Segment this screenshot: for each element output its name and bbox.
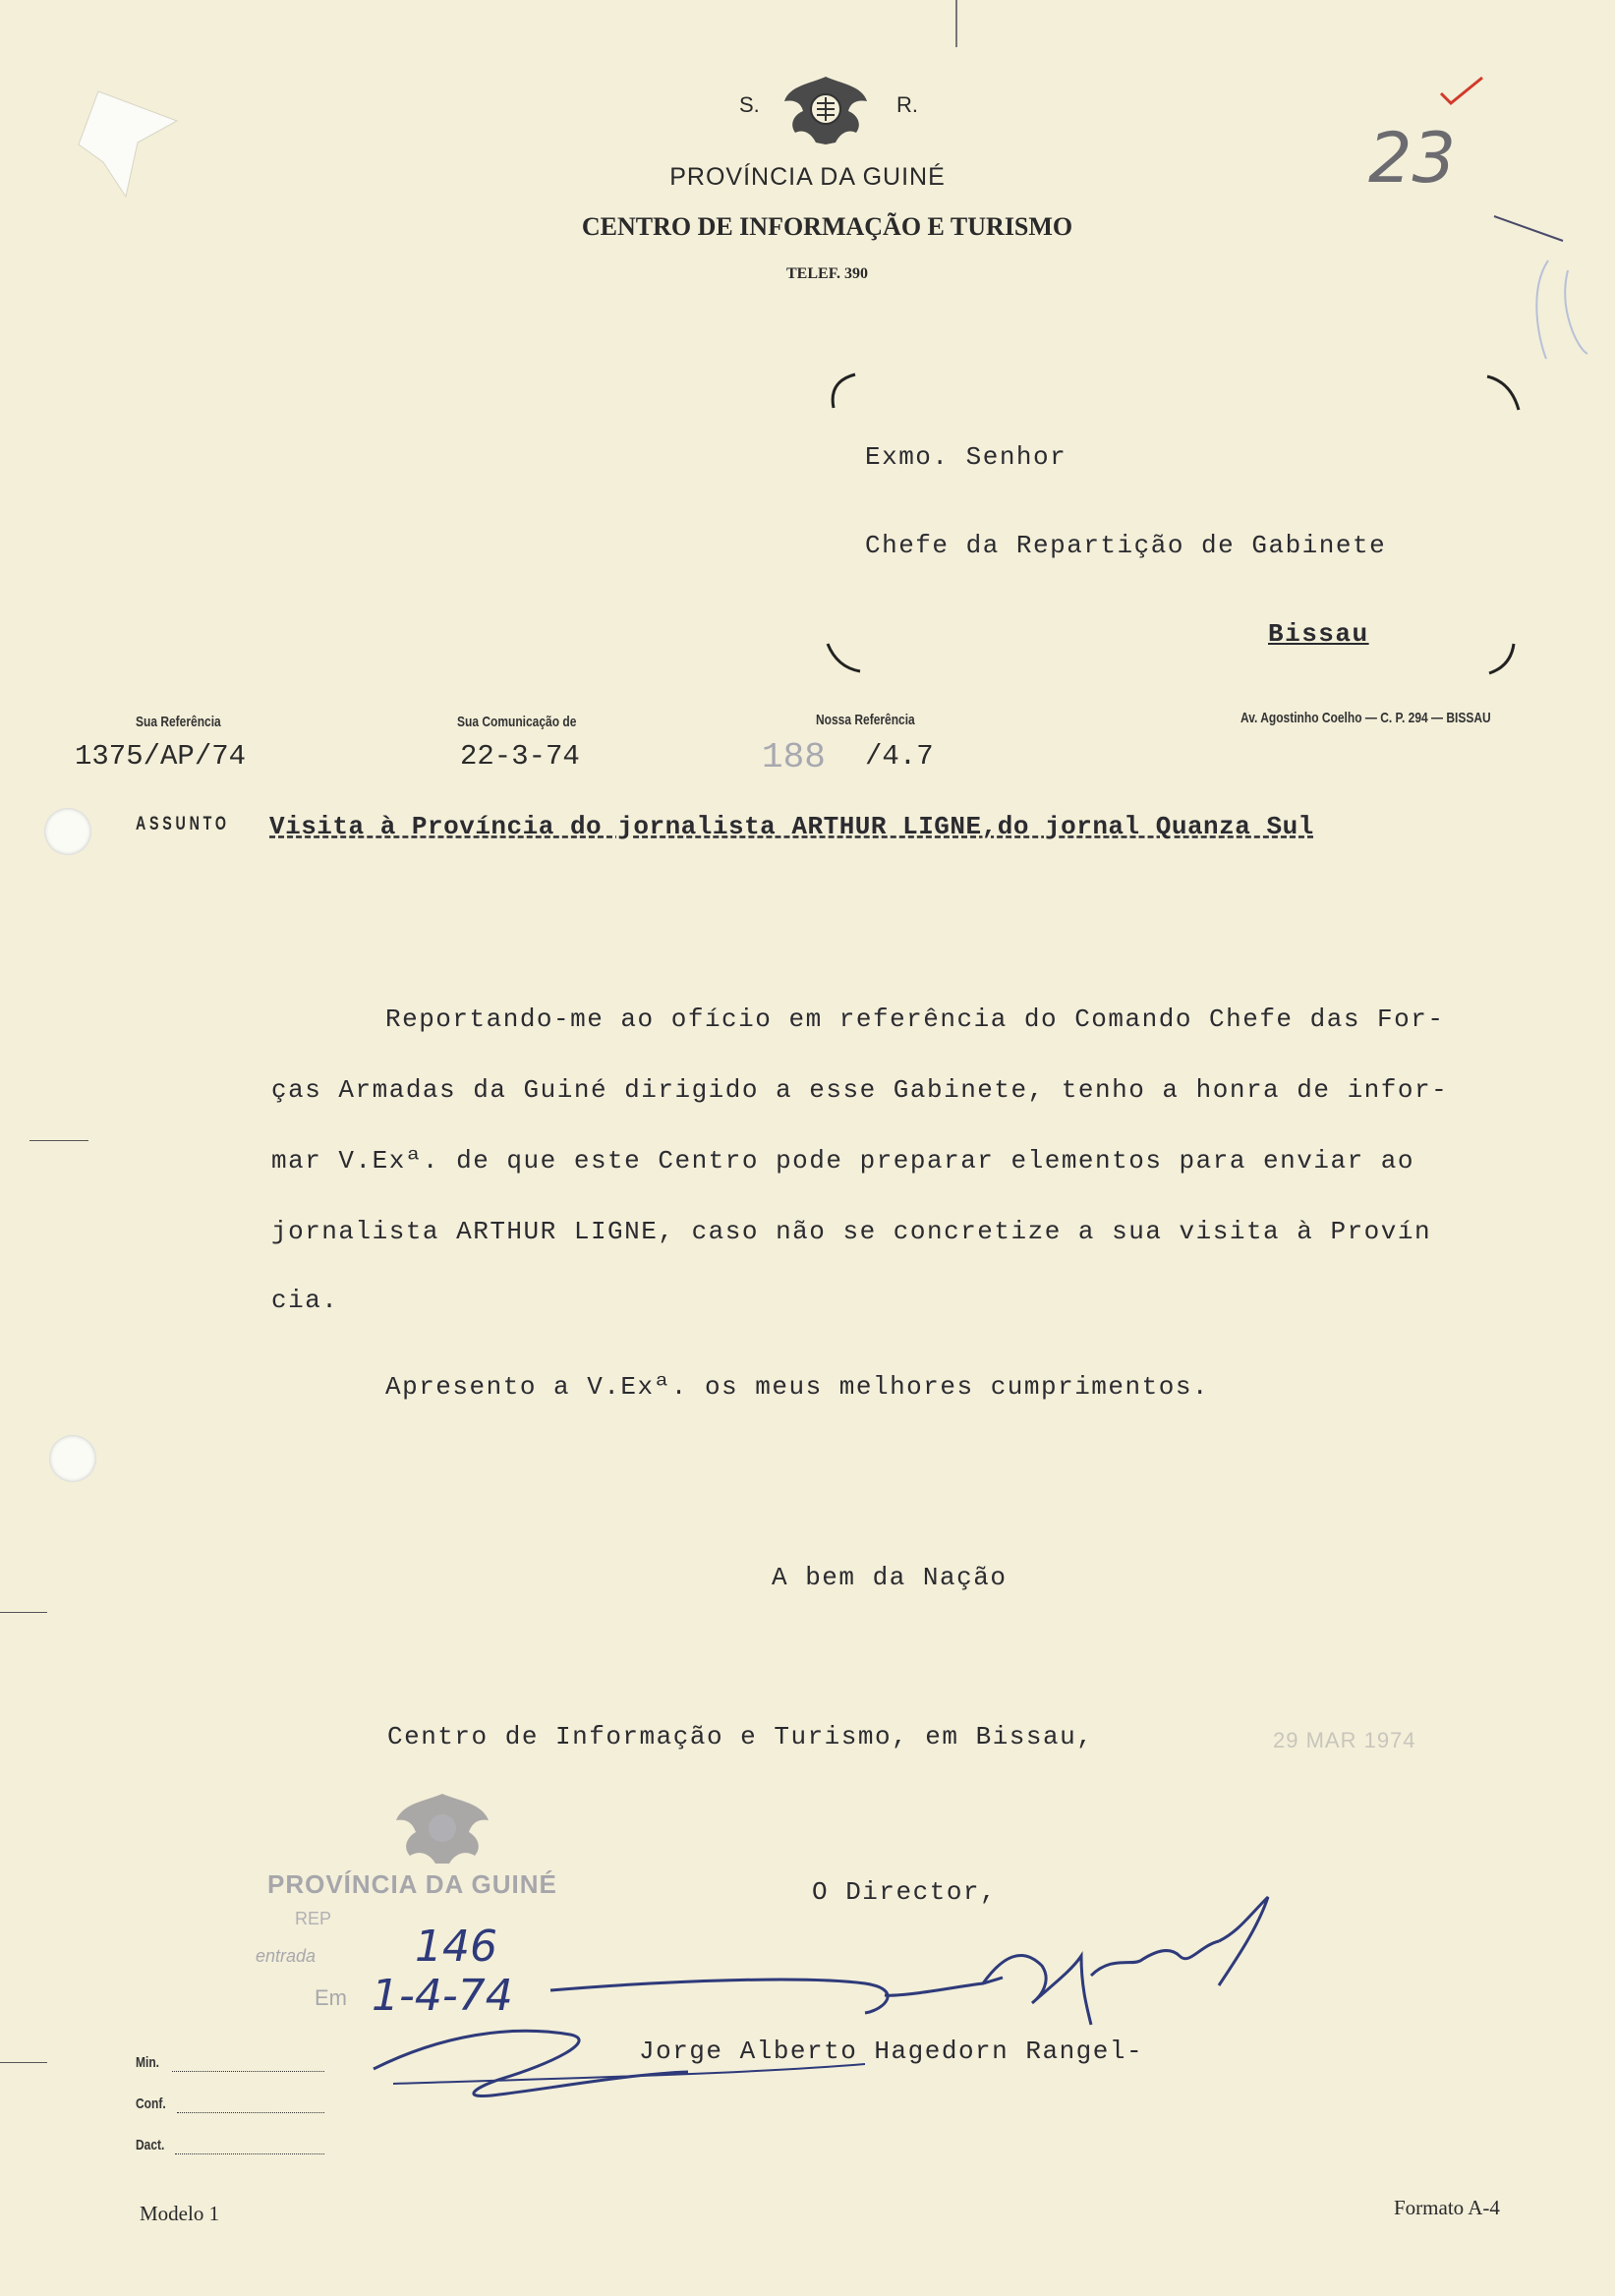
addressee-salutation: Exmo. Senhor: [865, 442, 1067, 472]
fold-mark: [955, 0, 957, 47]
address-line: Av. Agostinho Coelho — C. P. 294 — BISSAU: [1240, 710, 1491, 726]
letterhead-left-letter: S.: [739, 92, 760, 117]
footer-format: Formato A-4: [1394, 2196, 1500, 2219]
stamp-emblem-icon: [388, 1789, 496, 1867]
body-line-2: ças Armadas da Guiné dirigido a esse Gabinete, tenho a honra de infor-: [271, 1075, 1449, 1105]
body-line-4: jornalista ARTHUR LIGNE, caso não se concretize a sua visita à Provín: [271, 1217, 1432, 1246]
stamp-line-province: PROVÍNCIA DA GUINÉ: [267, 1869, 557, 1899]
addressee-city: Bissau: [1268, 619, 1369, 649]
punch-hole: [44, 808, 91, 855]
margin-mark: [0, 2062, 47, 2063]
addressee-title: Chefe da Repartição de Gabinete: [865, 531, 1387, 560]
punch-hole: [49, 1435, 96, 1482]
phone-number: TELEF. 390: [786, 265, 868, 282]
stamp-line-entrada: entrada: [256, 1946, 317, 1966]
footer-dact-line: [175, 2152, 324, 2154]
handwritten-signature: [354, 1887, 1347, 2113]
footer-model: Modelo 1: [140, 2202, 220, 2225]
place-line: Centro de Informação e Turismo, em Bissau,: [387, 1722, 1094, 1751]
page-number: 23: [1368, 118, 1457, 199]
stamp-em: Em: [315, 1985, 347, 2010]
body-line-3: mar V.Exª. de que este Centro pode preparar elementos para enviar ao: [271, 1146, 1414, 1176]
closing-line: Apresento a V.Exª. os meus melhores cumprimentos.: [385, 1372, 1210, 1402]
footer-min-label: Min.: [136, 2054, 159, 2071]
nossa-referencia-label: Nossa Referência: [816, 712, 915, 728]
nossa-referencia-number: 188: [762, 737, 826, 777]
nossa-referencia-value: /4.7: [865, 740, 934, 773]
coat-of-arms-icon: [781, 74, 870, 147]
date-stamp: 29 MAR 1974: [1273, 1728, 1416, 1752]
stamp-number: 146: [415, 1922, 497, 1972]
pencil-marks: [1489, 201, 1597, 369]
sua-comunicacao-value: 22-3-74: [460, 740, 580, 773]
footer-conf-label: Conf.: [136, 2095, 166, 2112]
sua-comunicacao-label: Sua Comunicação de: [457, 714, 577, 730]
signatory-title: O Director,: [812, 1877, 998, 1907]
centre-title: CENTRO DE INFORMAÇÃO E TURISMO: [581, 212, 1073, 241]
body-line-5: cia.: [271, 1286, 339, 1315]
subject-label: ASSUNTO: [136, 814, 230, 834]
sua-referencia-label: Sua Referência: [136, 714, 221, 730]
letterhead-right-letter: R.: [896, 92, 918, 117]
footer-dact-label: Dact.: [136, 2137, 165, 2153]
address-brackets: [816, 369, 1524, 683]
valediction: A bem da Nação: [772, 1563, 1008, 1592]
sua-referencia-value: 1375/AP/74: [75, 740, 247, 773]
footer-conf-line: [177, 2111, 324, 2113]
province-title: PROVÍNCIA DA GUINÉ: [669, 163, 946, 191]
footer-min-line: [172, 2070, 324, 2072]
margin-mark: [0, 1612, 47, 1613]
check-mark-icon: [1437, 74, 1486, 108]
body-line-1: Reportando-me ao ofício em referência do Comando Chefe das For-: [385, 1004, 1445, 1034]
stamp-line-rep: REP: [295, 1909, 332, 1928]
margin-mark: [29, 1140, 88, 1141]
stamp-date: 1-4-74: [372, 1971, 513, 2021]
signatory-name: Jorge Alberto Hagedorn Rangel-: [639, 2037, 1144, 2066]
subject-text: Visita à Província do jornalista ARTHUR LIGNE,do jornal Quanza Sul: [269, 812, 1314, 841]
